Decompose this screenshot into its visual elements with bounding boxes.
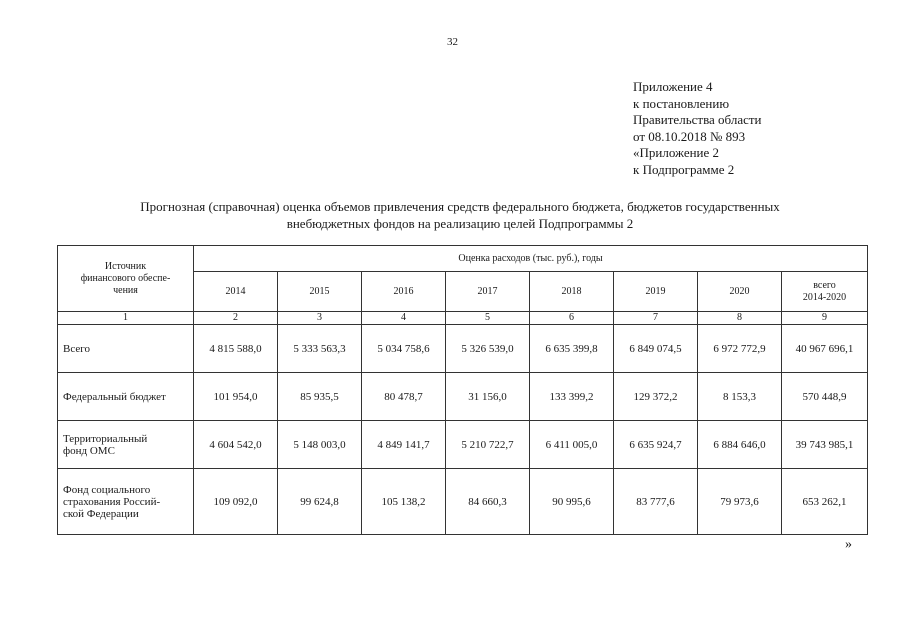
column-number-cell: 1 xyxy=(58,312,194,325)
row-name-line: фонд ОМС xyxy=(63,444,115,457)
header-text-line: чения xyxy=(113,284,138,296)
total-value-cell: 40 967 696,1 xyxy=(782,325,868,373)
closing-quote: » xyxy=(845,537,852,552)
row-name-cell xyxy=(58,421,194,469)
column-number-cell: 7 xyxy=(614,312,698,325)
total-value-cell: 653 262,1 xyxy=(782,469,868,535)
table-row xyxy=(58,373,868,421)
year-header-cell: 2018 xyxy=(530,272,614,312)
value-cell: 31 156,0 xyxy=(446,373,530,421)
row-name-line: Фонд социального xyxy=(63,483,151,496)
value-cell: 5 333 563,3 xyxy=(278,325,362,373)
value-cell: 90 995,6 xyxy=(530,469,614,535)
row-name-line: Федеральный бюджет xyxy=(63,390,166,403)
value-cell: 4 849 141,7 xyxy=(362,421,446,469)
value-cell: 84 660,3 xyxy=(446,469,530,535)
value-cell: 80 478,7 xyxy=(362,373,446,421)
column-number-cell: 4 xyxy=(362,312,446,325)
appendix-line: Приложение 4 xyxy=(633,79,713,94)
value-cell: 6 635 399,8 xyxy=(530,325,614,373)
total-value-cell: 39 743 985,1 xyxy=(782,421,868,469)
total-value-cell: 570 448,9 xyxy=(782,373,868,421)
column-number-cell: 3 xyxy=(278,312,362,325)
budget-table xyxy=(57,245,868,535)
year-header-cell: 2014 xyxy=(194,272,278,312)
row-name-cell xyxy=(58,373,194,421)
appendix-block xyxy=(633,79,762,179)
value-cell: 79 973,6 xyxy=(698,469,782,535)
value-cell: 129 372,2 xyxy=(614,373,698,421)
year-header-cell: 2017 xyxy=(446,272,530,312)
total-header-cell xyxy=(782,272,868,312)
document-title xyxy=(60,198,860,232)
appendix-line: «Приложение 2 xyxy=(633,145,720,161)
value-cell: 6 884 646,0 xyxy=(698,421,782,469)
value-cell: 6 635 924,7 xyxy=(614,421,698,469)
year-header-cell: 2015 xyxy=(278,272,362,312)
row-name-line: страхования Россий- xyxy=(63,495,161,508)
estimate-header-cell: Оценка расходов (тыс. руб.), годы xyxy=(194,246,868,272)
source-header-cell xyxy=(58,246,194,312)
table-row xyxy=(58,469,868,535)
header-text-line: всего xyxy=(813,279,836,291)
value-cell: 101 954,0 xyxy=(194,373,278,421)
appendix-line: к постановлению xyxy=(633,95,730,111)
appendix-line: Правительства области xyxy=(633,112,762,128)
appendix-line: от 08.10.2018 № 893 xyxy=(633,128,746,144)
appendix-line: к Подпрограмме 2 xyxy=(633,161,735,177)
header-text-line: 2014-2020 xyxy=(802,291,847,303)
year-header-cell: 2016 xyxy=(362,272,446,312)
column-number-cell: 9 xyxy=(782,312,868,325)
table-row xyxy=(58,421,868,469)
value-cell: 6 972 772,9 xyxy=(698,325,782,373)
row-name-cell xyxy=(58,325,194,373)
table-row xyxy=(58,325,868,373)
header-text-line: финансового обеспе- xyxy=(80,272,171,284)
row-name-line: ской Федерации xyxy=(63,507,139,520)
value-cell: 5 034 758,6 xyxy=(362,325,446,373)
document-title-line: Прогнозная (справочная) оценка объемов привлечения средств федерального бюджета, бюджетов государственных xyxy=(140,199,780,214)
document-title-line: внебюджетных фондов на реализацию целей Подпрограммы 2 xyxy=(286,216,634,231)
column-number-cell: 5 xyxy=(446,312,530,325)
year-header-cell: 2020 xyxy=(698,272,782,312)
value-cell: 105 138,2 xyxy=(362,469,446,535)
row-name-cell xyxy=(58,469,194,535)
value-cell: 99 624,8 xyxy=(278,469,362,535)
value-cell: 109 092,0 xyxy=(194,469,278,535)
column-number-cell: 8 xyxy=(698,312,782,325)
row-name-line: Всего xyxy=(63,342,90,355)
column-number-cell: 2 xyxy=(194,312,278,325)
value-cell: 8 153,3 xyxy=(698,373,782,421)
value-cell: 5 326 539,0 xyxy=(446,325,530,373)
value-cell: 5 148 003,0 xyxy=(278,421,362,469)
row-name-line: Территориальный xyxy=(63,432,148,445)
table-header-row xyxy=(58,246,868,272)
column-number-cell: 6 xyxy=(530,312,614,325)
value-cell: 6 849 074,5 xyxy=(614,325,698,373)
value-cell: 133 399,2 xyxy=(530,373,614,421)
value-cell: 4 604 542,0 xyxy=(194,421,278,469)
year-header-cell: 2019 xyxy=(614,272,698,312)
column-number-row xyxy=(58,312,868,325)
value-cell: 85 935,5 xyxy=(278,373,362,421)
header-text-line: Источник xyxy=(104,260,147,272)
value-cell: 83 777,6 xyxy=(614,469,698,535)
page-number: 32 xyxy=(447,36,458,48)
value-cell: 4 815 588,0 xyxy=(194,325,278,373)
value-cell: 6 411 005,0 xyxy=(530,421,614,469)
value-cell: 5 210 722,7 xyxy=(446,421,530,469)
